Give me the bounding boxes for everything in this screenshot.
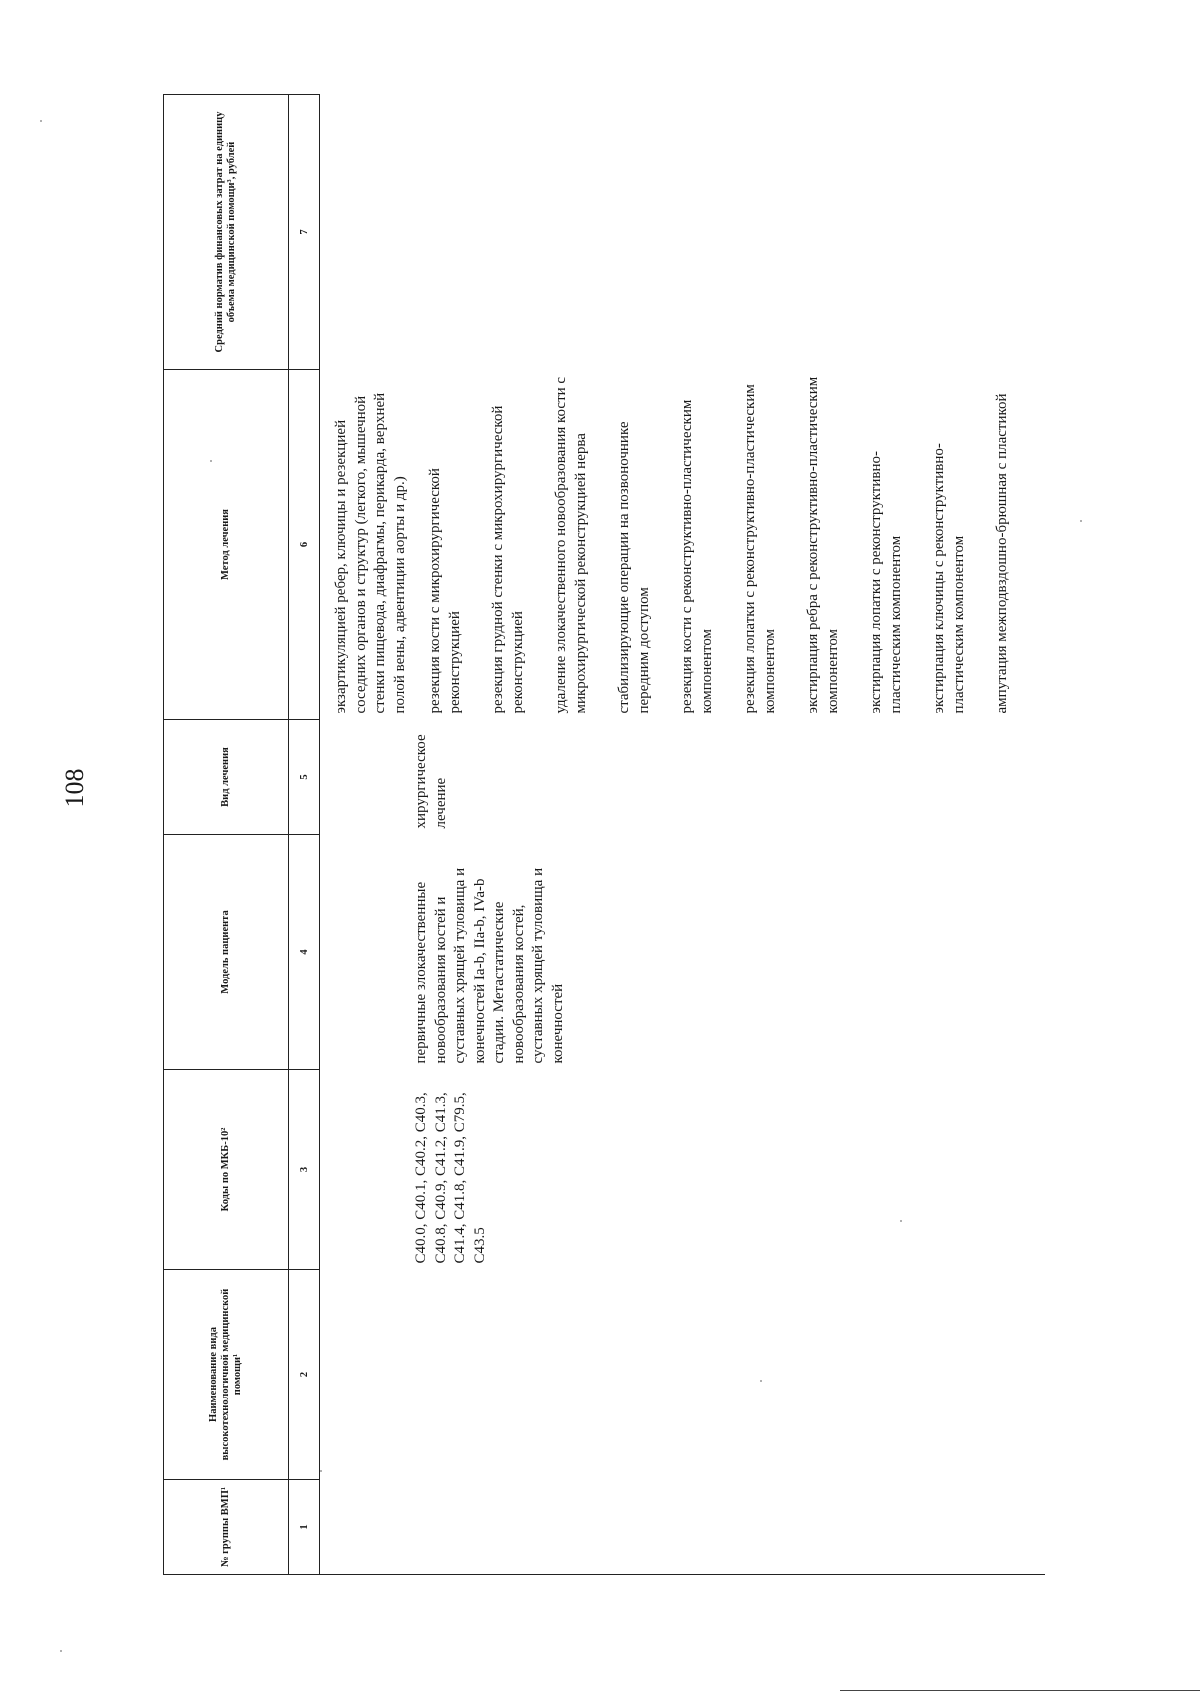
method-item: удаление злокачественного новообразования кости с микрохирургической реконструкцией нерва — [553, 376, 589, 714]
scan-speck — [210, 460, 212, 462]
group-number-cell — [320, 1480, 1045, 1575]
method-item: экстирпация лопатки с реконструктивно-пластическим компонентом — [868, 451, 904, 714]
scan-speck — [40, 120, 42, 122]
scan-speck — [60, 1650, 62, 1652]
header-vmp-name: Наименование вида высокотехнологичной медицинской помощи¹ — [164, 1270, 289, 1480]
table-row — [320, 95, 1045, 1575]
header-group-number: № группы ВМП¹ — [164, 1480, 289, 1575]
header-treatment-method: Метод лечения — [164, 370, 289, 720]
method-item: стабилизирующие операции на позвоночнике передним доступом — [616, 421, 652, 714]
scan-speck — [760, 1380, 762, 1382]
vmp-table — [163, 94, 1045, 1575]
column-number: 3 — [289, 1070, 320, 1270]
method-item: ампутация межподвздошно-брюшная с пластикой — [994, 393, 1010, 714]
method-item: резекция кости с микрохирургической реконструкцией — [427, 468, 463, 714]
scan-edge-line — [840, 1690, 1200, 1691]
column-number: 6 — [289, 370, 320, 720]
method-item: резекция грудной стенки с микрохирургической реконструкцией — [490, 405, 526, 714]
header-patient-model: Модель пациента — [164, 835, 289, 1070]
patient-model-cell: первичные злокачественные новообразования костей и суставных хрящей туловища и конечностей Ia-b, IIa-b, IVa-b стадии. Метастатические новообразования костей, суставных хрящей туловища и конечностей — [413, 867, 566, 1064]
scan-speck — [1080, 520, 1082, 522]
scan-speck — [320, 1470, 322, 1472]
method-item: резекция кости с реконструктивно-пластическим компонентом — [679, 399, 715, 714]
column-number: 1 — [289, 1480, 320, 1575]
column-number: 5 — [289, 720, 320, 835]
treatment-method-cell — [320, 370, 1045, 720]
method-item: экстирпация ключицы с реконструктивно-пластическим компонентом — [931, 443, 967, 714]
header-row — [164, 95, 289, 1575]
treatment-type-cell: хирургическое лечение — [413, 734, 449, 829]
icd-codes-cell: С40.0, С40.1, С40.2, С40.3, С40.8, С40.9, С41.2, С41.3, С41.4, С41.8, С41.9, С79.5, С43.5 — [413, 1092, 488, 1264]
column-number: 4 — [289, 835, 320, 1070]
method-item: экзартикуляцией ребер, ключицы и резекцией соседних органов и структур (легкого, мышечной стенки пищевода, диафрагмы, перикарда, верхней полой вены, адвентиции аорты и др.) — [333, 392, 408, 714]
header-financial-norm: Средний норматив финансовых затрат на единицу объема медицинской помощи³, рублей — [164, 95, 289, 370]
header-icd-codes: Коды по МКБ-10² — [164, 1070, 289, 1270]
column-number: 2 — [289, 1270, 320, 1480]
financial-norm-cell — [320, 95, 1045, 370]
column-number: 7 — [289, 95, 320, 370]
method-item: экстирпация ребра с реконструктивно-пластическим компонентом — [805, 376, 841, 714]
rotated-table-page — [163, 95, 1200, 1575]
page-number: 108 — [60, 768, 89, 808]
method-item: резекция лопатки с реконструктивно-пластическим компонентом — [742, 384, 778, 714]
column-number-row — [289, 95, 320, 1575]
vmp-name-cell — [320, 1270, 1045, 1480]
header-treatment-type: Вид лечения — [164, 720, 289, 835]
scan-speck — [900, 1220, 902, 1222]
